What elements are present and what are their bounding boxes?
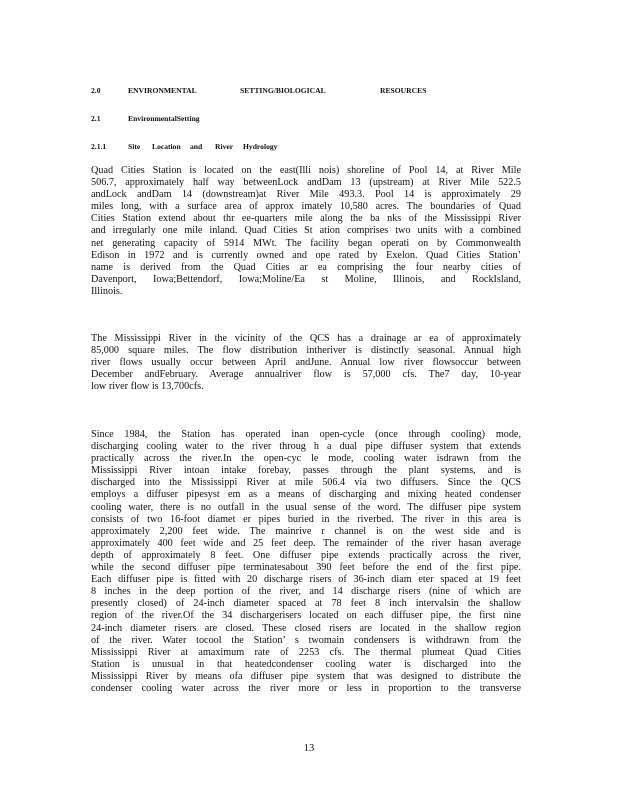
text-line: employs a diffuser pipesyst em as a means of discharging and mixing heated condenser [91,489,521,501]
heading-2-1-1 [91,142,521,151]
heading-number: 2.1.1 [91,142,107,151]
text-line: net generating capacity of 5914 MWt. The facility began operati on by Commonwealth [91,237,521,249]
text-line: 506.7, approximately half way betweenLock andDam 13 (upstream) at River Mile 522.5 [91,177,521,189]
text-line: name is derived from the Quad Cities ar ea comprising the four nearby cities of [91,261,521,273]
text-line: and irregularly one mile inland. Quad Cities St ation comprises two units with a combined [91,225,521,237]
heading-number: 2.1 [91,114,101,123]
text-line: Mississippi River intoan intake forebay, passes through the plant systems, and is [91,465,521,477]
heading-word: and [190,142,203,151]
text-line: December andFebruary. Average annualriver flow is 57,000 cfs. The7 day, 10-year [91,369,521,381]
text-line: Cities Station extend about thr ee-quarters mile along the ba nks of the Mississippi River [91,213,521,225]
paragraph-river-hydrology [91,333,521,393]
text-line: of the river. Water tocool the Station’ s twomain condensers is withdrawn from the [91,634,521,646]
text-line: depth of approximately 8 feet. One diffuser pipe extends practically across the river, [91,549,521,561]
heading-word: Site [128,142,141,151]
text-line: 85,000 square miles. The flow distribution intheriver is distinctly seasonal. Annual high [91,345,521,357]
text-line: andLock andDam 14 (downstream)at River Mile 493.3. Pool 14 is approximately 29 [91,189,521,201]
heading-number: 2.0 [91,86,101,95]
heading-title: EnvironmentalSetting [128,114,200,123]
text-line: Since 1984, the Station has operated inan open-cycle (once through cooling) mode, [91,429,521,440]
heading-2-1 [91,114,521,123]
text-line: region of the river.Of the 34 dischargerisers located on each diffuser pipe, the first nine [91,610,521,622]
heading-2-0 [91,86,521,95]
text-line: Mississippi River at amaximum rate of 2253 cfs. The thermal plumeat Quad Cities [91,646,521,658]
page-number: 13 [303,743,315,754]
heading-word: River [215,142,234,151]
paragraph-site-location [91,165,521,298]
text-line: miles long, with a surface area of approx imately 10,580 acres. The boundaries of Quad [91,201,521,213]
text-line: condenser cooling water across the river more or less in proportion to the transverse [91,682,521,694]
text-line: Station is unusual in that heatedcondenser cooling water is discharged into the [91,658,521,670]
text-line: practically across the river.In the open-cyc le mode, cooling water isdrawn from the [91,453,521,465]
heading-word: SETTING/BIOLOGICAL [240,86,326,95]
heading-word: Location [152,142,181,151]
text-line: Quad Cities Station is located on the east(Illi nois) shoreline of Pool 14, at River Mile [91,165,521,176]
text-line: low river flow is 13,700cfs. [91,381,204,393]
text-line: presently closed) of 24-inch diameter spaced at 78 feet 8 inch intervalsin the shallow [91,598,521,610]
text-line: discharged into the Mississippi River at mile 506.4 via two diffusers. Since the QCS [91,477,521,489]
text-line: approximately 2,200 feet wide. The mainrive r channel is on the west side and is [91,525,521,537]
text-line: 8 inches in the deep portion of the river, and 14 discharge risers (nine of which are [91,586,521,598]
text-line: Each diffuser pipe is fitted with 20 discharge risers of 36-inch diam eter spaced at 19 feet [91,574,521,586]
text-line: Davenport, Iowa;Bettendorf, Iowa;Moline/Ea st Moline, Illinois, and RockIsland, [91,273,521,285]
text-line: 24-inch diameter risers are closed. These closed risers are located in the shallow region [91,622,521,634]
text-line: discharging cooling water to the river throug h a dual pipe diffuser system that extends [91,441,521,453]
heading-word: Hydrology [243,142,278,151]
text-line: The Mississippi River in the vicinity of the QCS has a drainage ar ea of approximately [91,333,521,344]
text-line: while the second diffuser pipe terminatesabout 390 feet before the end of the first pipe. [91,562,521,574]
heading-word: ENVIRONMENTAL [128,86,197,95]
text-line: river flows usually occur between April andJune. Annual low river flowsoccur between [91,357,521,369]
text-line: approximately 400 feet wide and 25 feet deep. The remainder of the river hasan average [91,537,521,549]
text-line: Illinois. [91,285,123,297]
paragraph-cooling-system [91,429,521,695]
text-line: Mississippi River by means ofa diffuser pipe system that was designed to distribute the [91,670,521,682]
text-line: consists of two 16-foot diamet er pipes buried in the riverbed. The river in this area is [91,513,521,525]
text-line: cooling water, there is no outfall in the usual sense of the word. The diffuser pipe system [91,501,521,513]
heading-word: RESOURCES [380,86,427,95]
text-line: Edison in 1972 and is currently owned and ope rated by Exelon. Quad Cities Station’ [91,249,521,261]
